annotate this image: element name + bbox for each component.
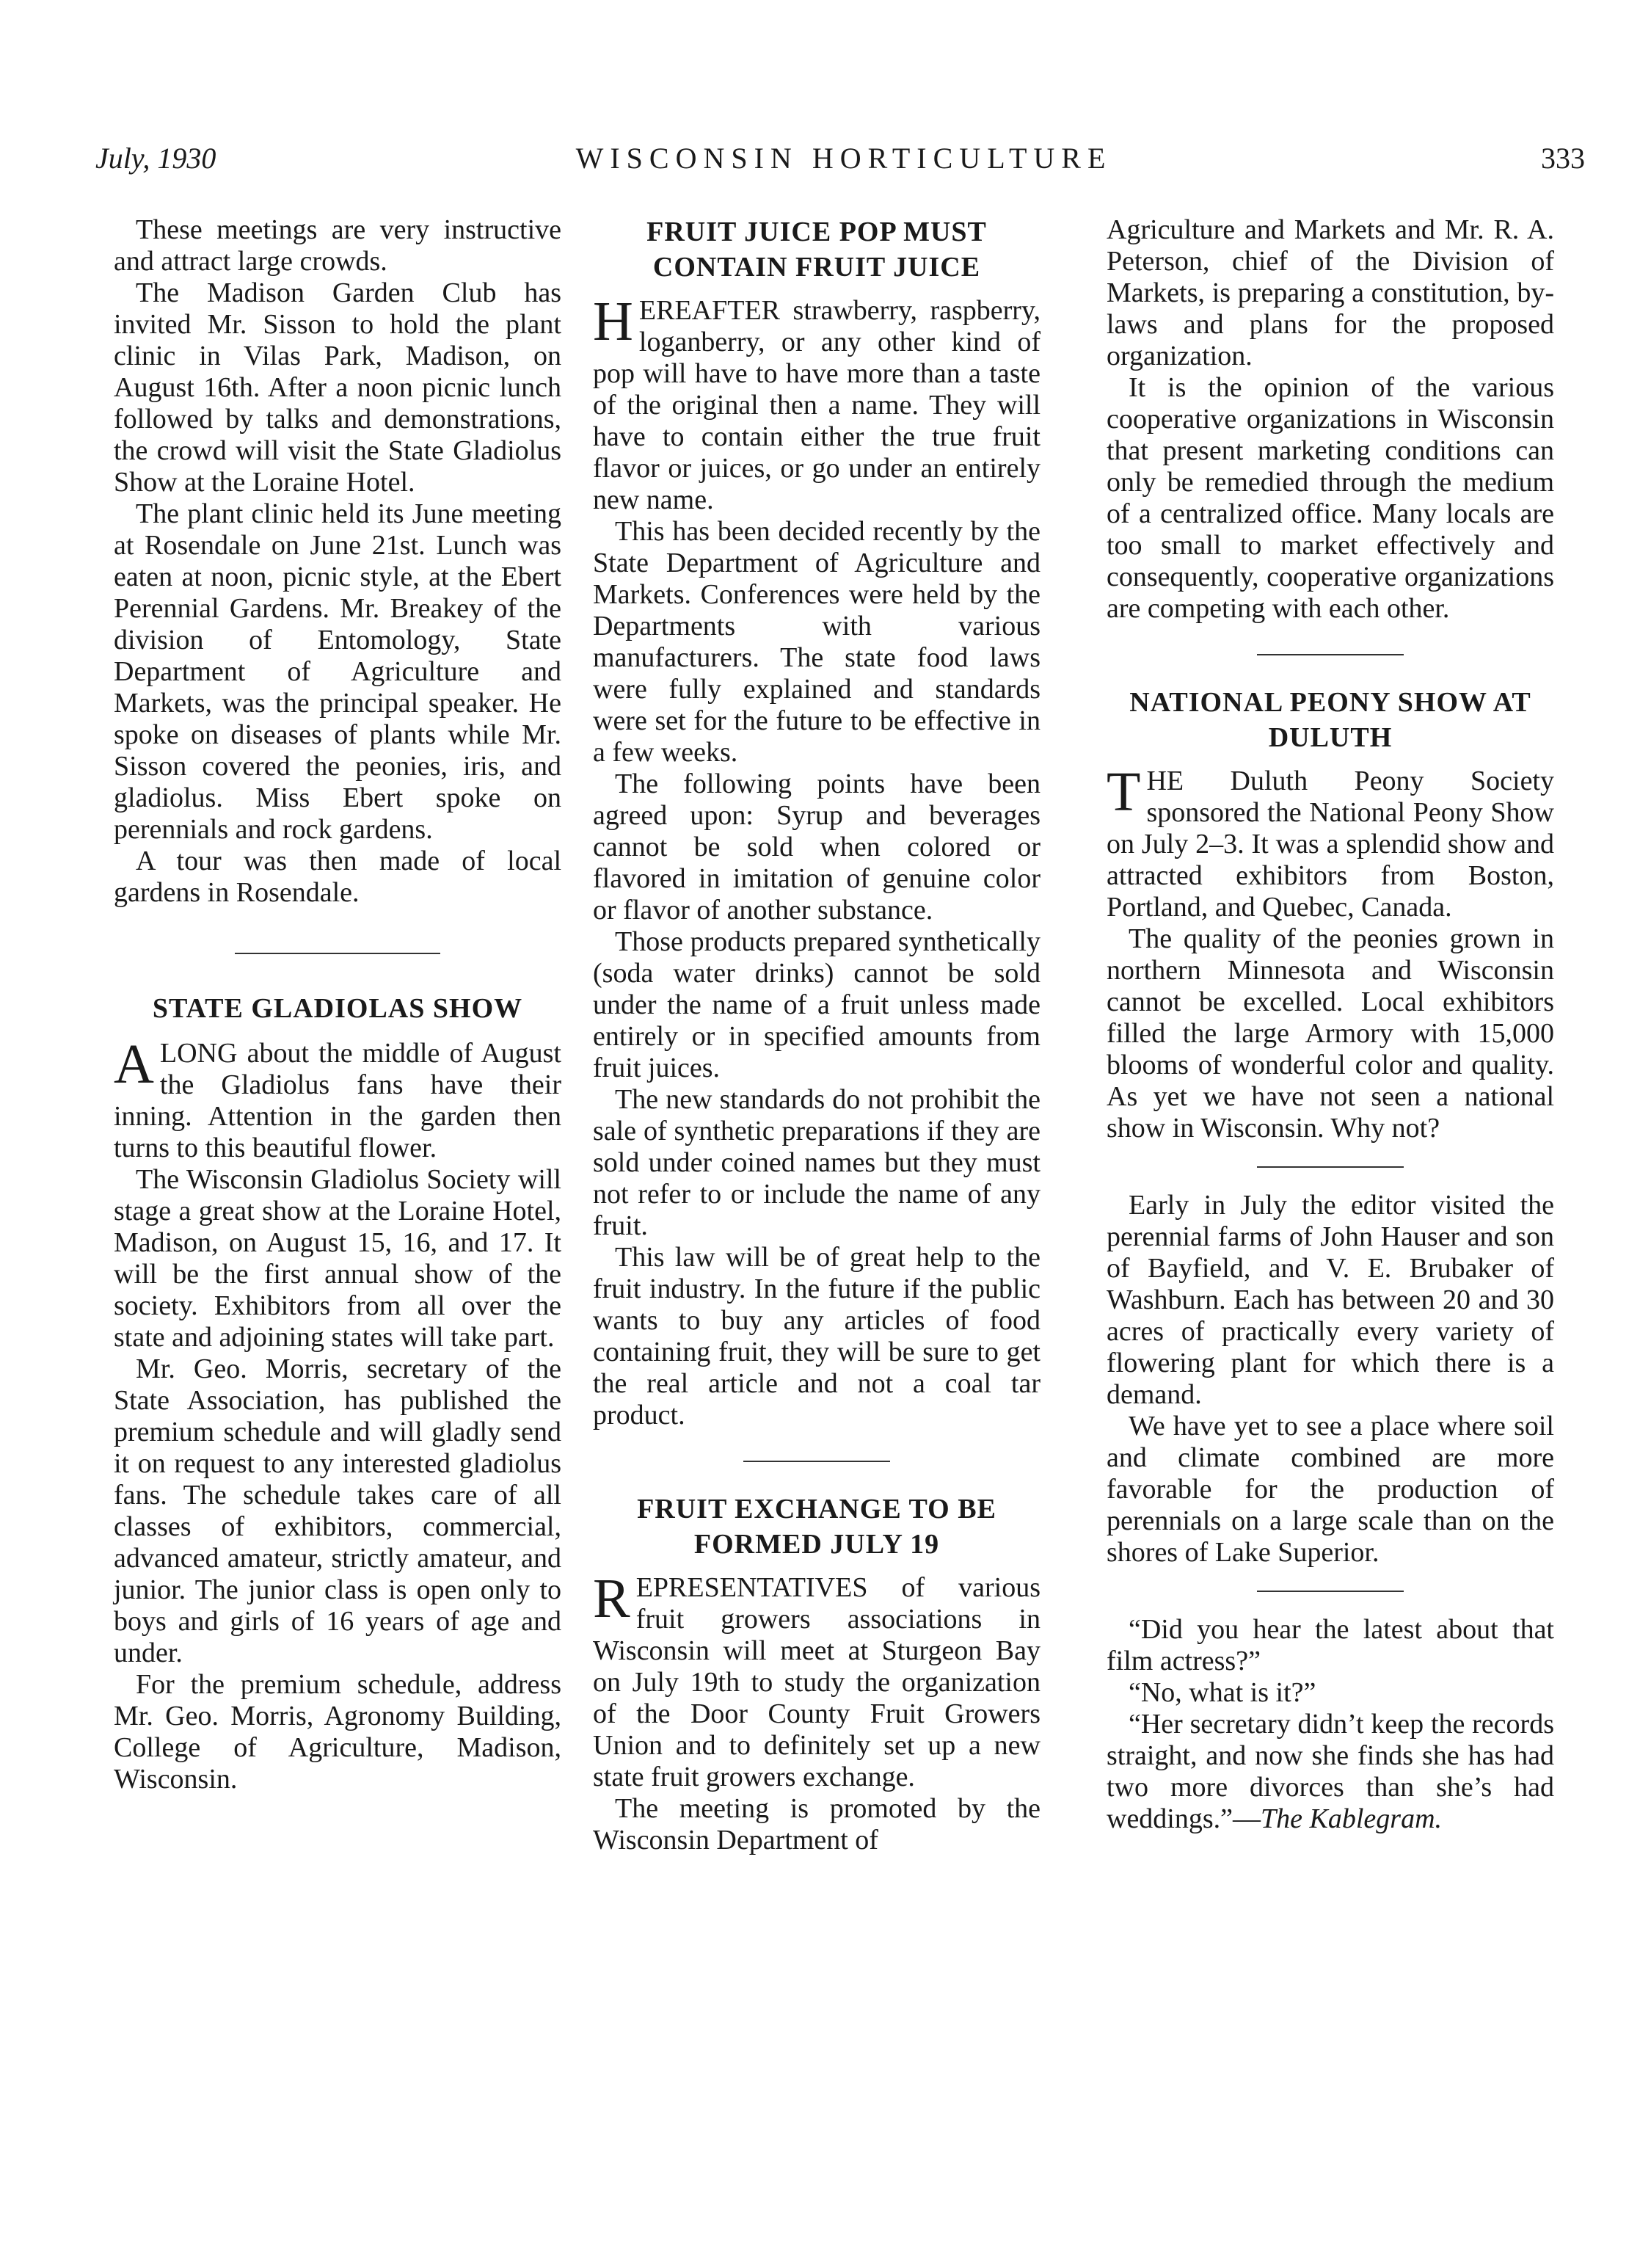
- paragraph: The plant clinic held its June meeting at Rosendale on June 21st. Lunch was eaten at noon, picnic style, at the Ebert Perennial Gardens. Mr. Breakey of the division of Entomology, State Department of Agriculture and Markets, was the principal speaker. He spoke on diseases of plants while Mr. Sisson covered the peonies, iris, and gladiolus. Miss Ebert spoke on perennials and rock gardens.: [114, 498, 561, 845]
- lead-paragraph: [593, 291, 1040, 516]
- section-divider: [1257, 654, 1404, 655]
- paragraph: This has been decided recently by the State Department of Agriculture and Markets. Conferences were held by the Departments with various manufacturers. The state food laws were fully explained and standards were set for the future to be effective in a few weeks.: [593, 516, 1040, 768]
- lead-text: HE Duluth Peony Society sponsored the National Peony Show on July 2–3. It was a splendid show and attracted exhibitors from Boston, Portland, and Quebec, Canada.: [1107, 766, 1554, 923]
- article-title-fruit-juice-pop: FRUIT JUICE POP MUST CONTAIN FRUIT JUICE: [646, 217, 987, 283]
- paragraph: A tour was then made of local gardens in Rosendale.: [114, 846, 561, 908]
- lead-text: EREAFTER strawberry, raspberry, loganberry, or any other kind of pop will have to have more than a taste of the original then a name. They will have to contain either the true fruit flavor or juices, or go under an entirely new name.: [593, 295, 1040, 515]
- article-title-fruit-exchange: FRUIT EXCHANGE TO BE FORMED JULY 19: [637, 1494, 996, 1560]
- continued-paragraph: Agriculture and Markets and Mr. R. A. Peterson, chief of the Division of Markets, is preparing a constitution, by-laws and plans for the proposed organization.: [1107, 214, 1554, 371]
- paragraph: [1107, 1709, 1554, 1835]
- drop-cap: T: [1107, 761, 1141, 823]
- column-middle: [593, 214, 1040, 1856]
- section-divider: [1257, 1591, 1404, 1592]
- paragraph: The quality of the peonies grown in northern Minnesota and Wisconsin cannot be excelled. Local exhibitors filled the large Armory with 15,000 blooms of wonderful color and quality. As yet we have not seen a national show in Wisconsin. Why not?: [1107, 923, 1554, 1144]
- lead-text: LONG about the middle of August the Gladiolus fans have their inning. Attention in the garden then turns to this beautiful flower.: [114, 1038, 561, 1163]
- column-right: [1107, 214, 1554, 1835]
- paragraph: The Madison Garden Club has invited Mr. Sisson to hold the plant clinic in Vilas Park, Madison, on August 16th. After a noon picnic lunch followed by talks and demonstrations, the crowd will visit the State Gladiolus Show at the Loraine Hotel.: [114, 277, 561, 498]
- paragraph: The Wisconsin Gladiolus Society will stage a great show at the Loraine Hotel, Madison, on August 15, 16, and 17. It will be the first annual show of the society. Exhibitors from all over the state and adjoining states will take part.: [114, 1164, 561, 1353]
- column-left: [114, 214, 561, 1795]
- paragraph: We have yet to see a place where soil and climate combined are more favorable for the production of perennials on a large scale than on the shores of Lake Superior.: [1107, 1411, 1554, 1568]
- paragraph: Early in July the editor visited the perennial farms of John Hauser and son of Bayfield, and V. E. Brubaker of Washburn. Each has between 20 and 30 acres of practically every variety of flowering plant for which there is a demand.: [1107, 1190, 1554, 1410]
- section-divider: [235, 953, 440, 954]
- joke-text: “Her secretary didn’t keep the records straight, and now she finds she has had two more divorces than she’s had weddings.”—: [1107, 1709, 1554, 1834]
- lead-paragraph: [114, 1033, 561, 1164]
- paragraph: For the premium schedule, address Mr. Geo. Morris, Agronomy Building, College of Agriculture, Madison, Wisconsin.: [114, 1669, 561, 1795]
- page-number: 333: [1541, 142, 1585, 175]
- drop-cap: H: [593, 291, 633, 352]
- drop-cap: A: [114, 1033, 154, 1095]
- paragraph: Mr. Geo. Morris, secretary of the State Association, has published the premium schedule and will gladly send it on request to any interested gladiolus fans. The schedule takes care of all classes of exhibitors, commercial, advanced amateur, strictly amateur, and junior. The junior class is open only to boys and girls of 16 years of age and under.: [114, 1353, 561, 1668]
- paragraph: It is the opinion of the various cooperative organizations in Wisconsin that present marketing conditions can only be remedied through the medium of a centralized office. Many locals are too small to market effectively and consequently, cooperative organizations are competing with each other.: [1107, 372, 1554, 624]
- lead-paragraph: [593, 1568, 1040, 1793]
- section-divider: [743, 1461, 890, 1462]
- paragraph: The following points have been agreed upon: Syrup and beverages cannot be sold when colored or flavored in imitation of genuine color or flavor of another substance.: [593, 768, 1040, 926]
- paragraph: The meeting is promoted by the Wisconsin Department of: [593, 1793, 1040, 1856]
- drop-cap: R: [593, 1568, 630, 1629]
- paragraph: This law will be of great help to the fruit industry. In the future if the public wants to buy any articles of food containing fruit, they will be sure to get the real article and not a coal tar product.: [593, 1242, 1040, 1431]
- paragraph: Those products prepared synthetically (soda water drinks) cannot be sold under the name of a fruit unless made entirely or in specified amounts from fruit juices.: [593, 926, 1040, 1083]
- paragraph: “Did you hear the latest about that film actress?”: [1107, 1614, 1554, 1676]
- article-title-peony-show: NATIONAL PEONY SHOW AT DULUTH: [1129, 687, 1531, 753]
- publication-title: WISCONSIN HORTICULTURE: [575, 142, 1112, 175]
- paragraph: These meetings are very instructive and attract large crowds.: [114, 214, 561, 277]
- lead-text: EPRESENTATIVES of various fruit growers associations in Wisconsin will meet at Sturgeon Bay on July 19th to study the organization of the Door County Fruit Growers Union and to definitely set up a new state fruit growers exchange.: [593, 1572, 1040, 1792]
- joke-source: The Kablegram.: [1261, 1803, 1443, 1834]
- lead-paragraph: [1107, 761, 1554, 923]
- paragraph: The new standards do not prohibit the sale of synthetic preparations if they are sold under coined names but they must not refer to or include the name of any fruit.: [593, 1084, 1040, 1241]
- paragraph: “No, what is it?”: [1129, 1677, 1316, 1708]
- article-title-gladiolas: STATE GLADIOLAS SHOW: [152, 993, 523, 1024]
- issue-date: July, 1930: [95, 142, 216, 175]
- running-header: [95, 141, 1592, 185]
- section-divider: [1257, 1166, 1404, 1168]
